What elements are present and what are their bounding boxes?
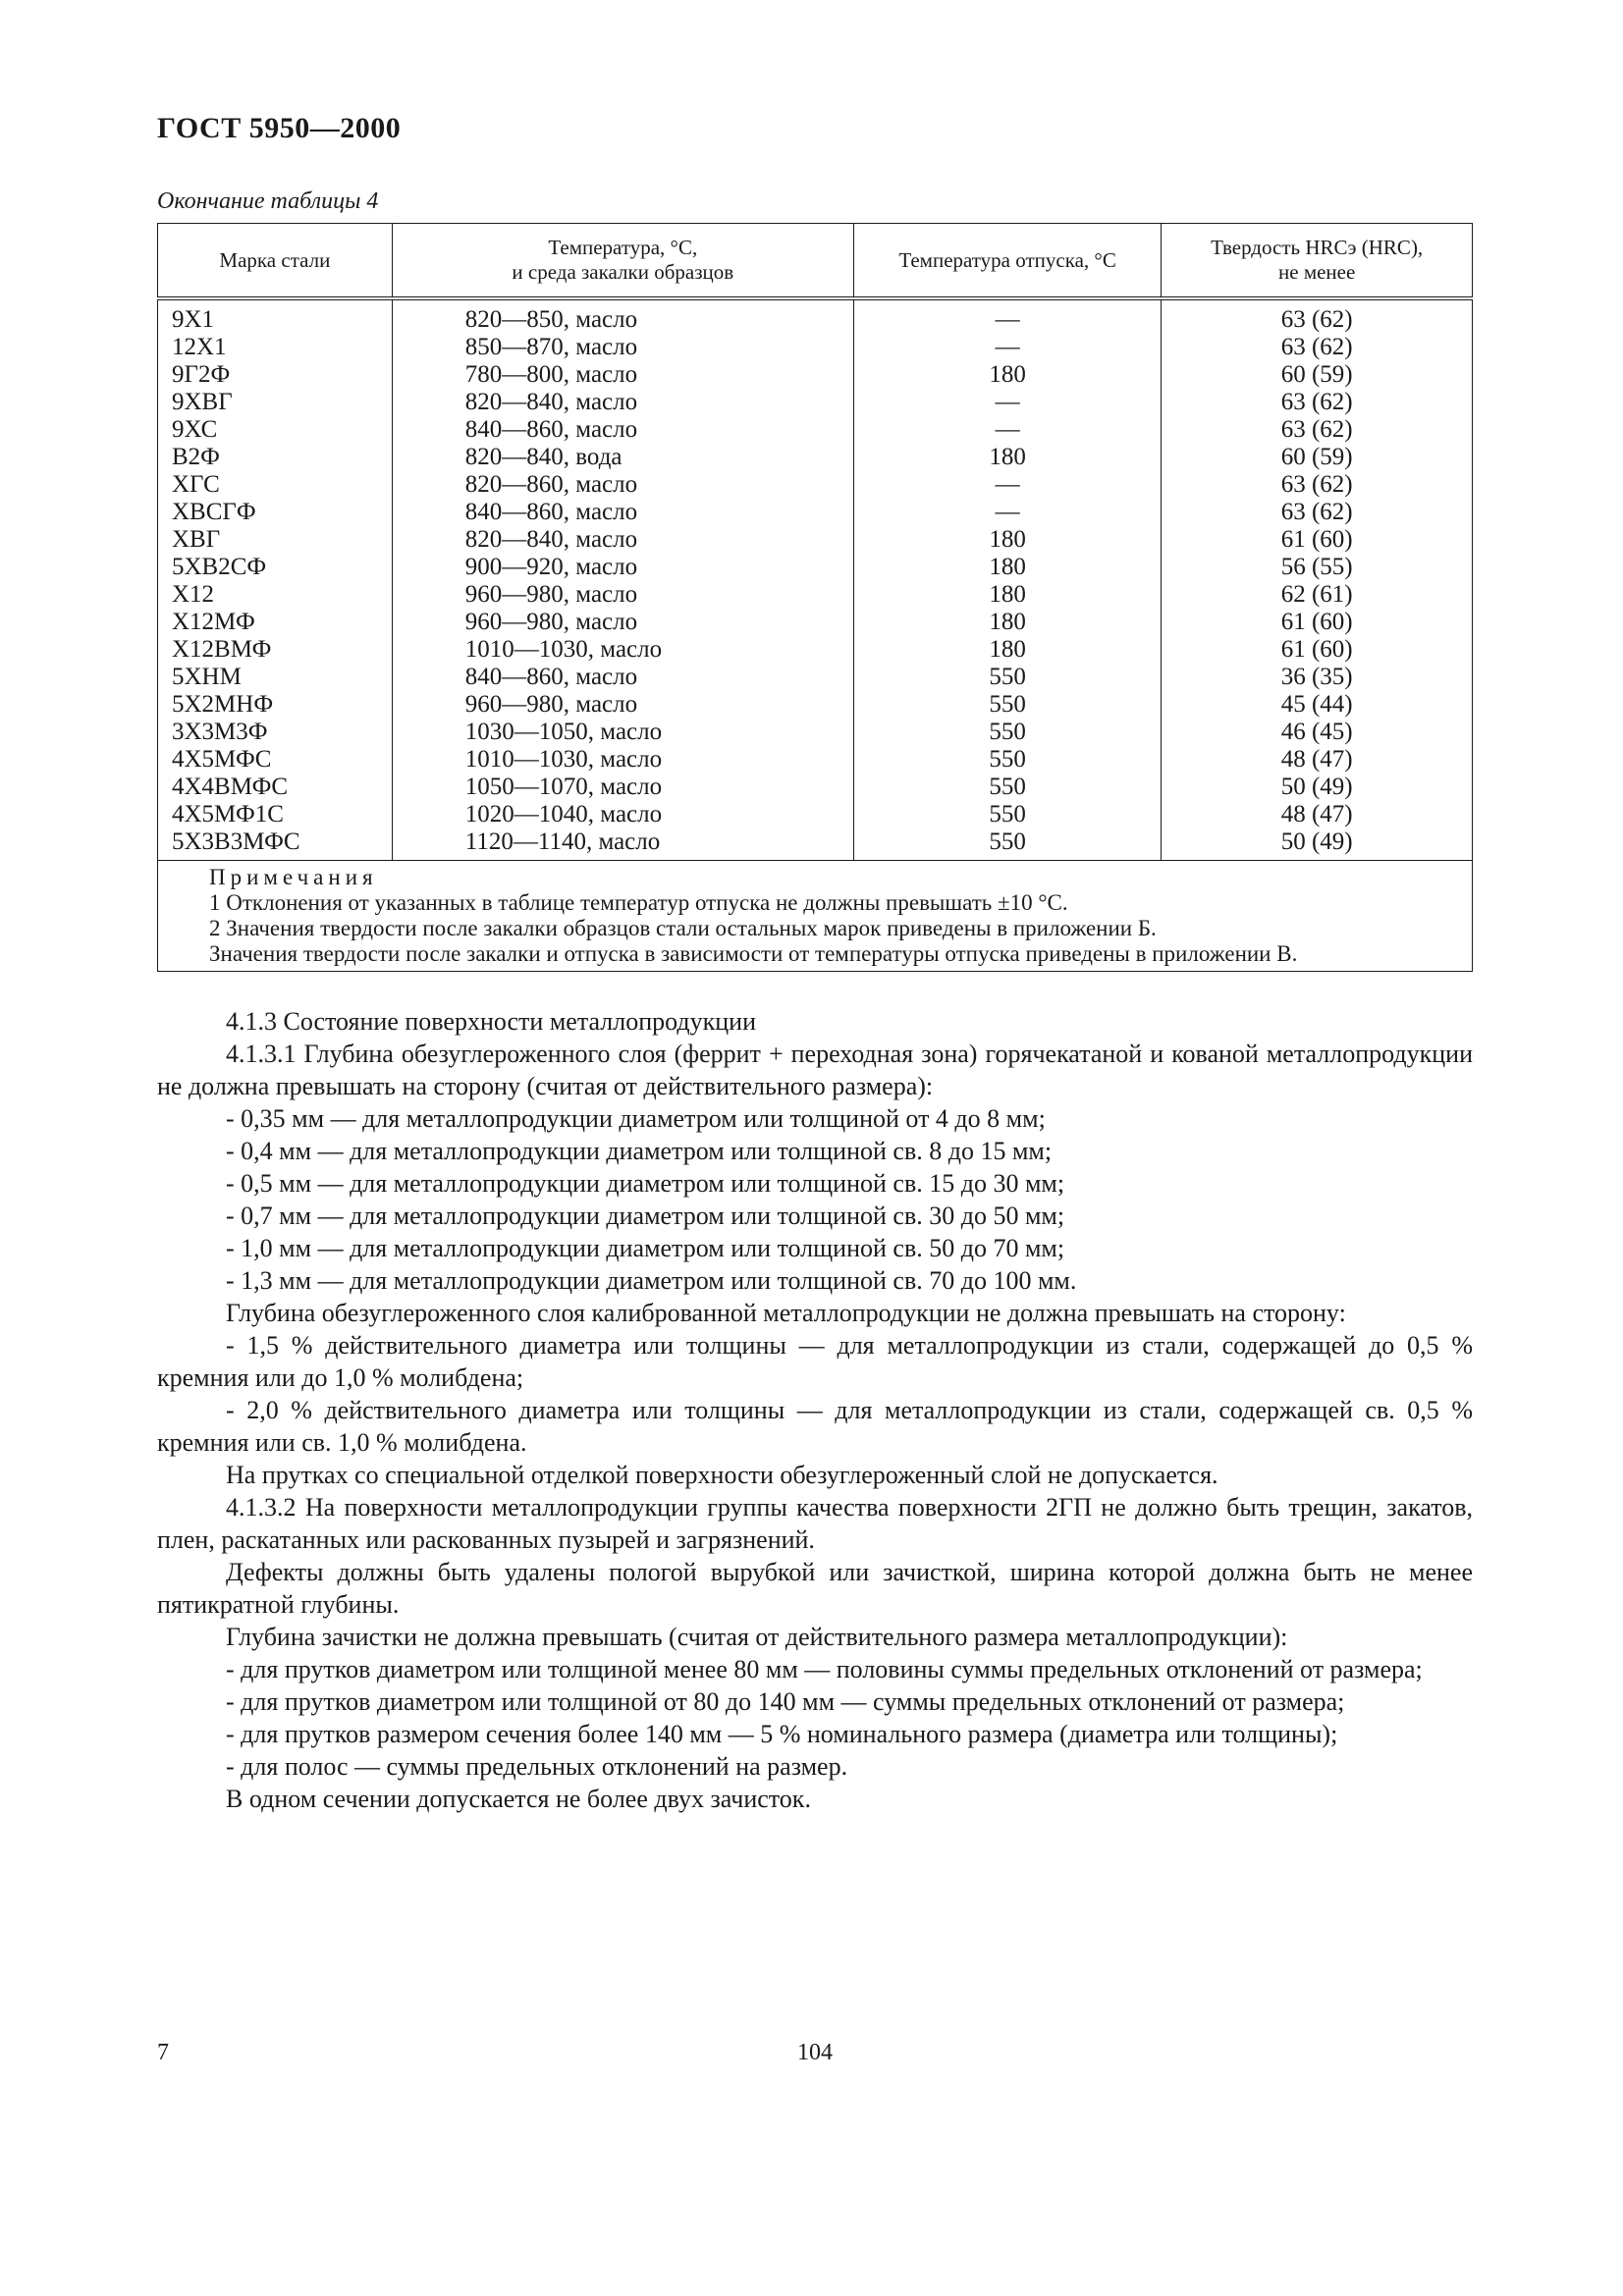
list-item: - 0,7 мм — для металлопродукции диаметром или толщиной св. 30 до 50 мм; [226, 1201, 1065, 1230]
paragraph: На прутках со специальной отделкой поверхности обезуглероженный слой не допускается. [226, 1461, 1218, 1489]
steel-grade-cell: 9Г2Ф [172, 361, 231, 388]
paragraph: 4.1.3.2 На поверхности металлопродукции группы качества поверхности 2ГП не должно быть трещин, закатов, плен, раскатанных или раскованных пузырей и загрязнений. [157, 1493, 1473, 1554]
quench-temperature-cell: 960—980, масло [464, 691, 638, 718]
tempering-temperature-cell: — [995, 334, 1020, 360]
table-caption: Окончание таблицы 4 [157, 188, 379, 214]
tempering-temperature-cell: 550 [989, 664, 1026, 690]
hardness-cell: 60 (59) [1280, 444, 1353, 470]
tempering-temperature-cell: 180 [989, 444, 1026, 470]
tempering-temperature-cell: — [995, 499, 1020, 525]
hardness-cell: 46 (45) [1280, 719, 1353, 745]
tempering-temperature-cell: 180 [989, 554, 1026, 580]
tempering-temperature-cell: 180 [989, 581, 1026, 608]
tempering-temperature-cell: 550 [989, 801, 1026, 828]
tempering-temperature-cell: — [995, 416, 1020, 443]
steel-grade-cell: Х12МФ [172, 609, 255, 635]
hardness-cell: 63 (62) [1280, 471, 1353, 498]
hardness-column [1162, 298, 1473, 861]
steel-grade-cell: 4Х5МФС [172, 746, 272, 773]
steel-grade-cell: В2Ф [172, 444, 220, 470]
steel-hardness-table [157, 223, 1473, 972]
quench-temperature-cell: 840—860, масло [464, 499, 638, 525]
table-notes-row [158, 861, 1473, 972]
paragraph: Глубина зачистки не должна превышать (считая от действительного размера металлопродукции): [226, 1623, 1288, 1651]
quench-temperature-cell: 850—870, масло [464, 334, 638, 360]
tempering-temperature-cell: 180 [989, 636, 1026, 663]
tempering-temperature-cell: 180 [989, 609, 1026, 635]
list-item: - для прутков диаметром или толщиной от 80 до 140 мм — суммы предельных отклонений от размера; [226, 1687, 1345, 1716]
hardness-cell: 50 (49) [1280, 774, 1353, 800]
list-item: - для прутков размером сечения более 140 мм — 5 % номинального размера (диаметра или толщины); [226, 1720, 1338, 1748]
notes-title: Примечания [209, 865, 378, 889]
list-item: - 0,35 мм — для металлопродукции диаметром или толщиной от 4 до 8 мм; [226, 1104, 1046, 1133]
list-item: - 1,0 мм — для металлопродукции диаметром или толщиной св. 50 до 70 мм; [226, 1234, 1065, 1262]
steel-grade-cell: 4Х5МФ1С [172, 801, 284, 828]
paragraph: Глубина обезуглероженного слоя калиброванной металлопродукции не должна превышать на сторону: [226, 1299, 1346, 1327]
quench-temperature-cell: 820—840, вода [464, 444, 622, 470]
tempering-temperature-cell: 550 [989, 828, 1026, 855]
tempering-temperature-cell: — [995, 389, 1020, 415]
list-item: - для полос — суммы предельных отклонений на размер. [226, 1752, 848, 1781]
steel-grade-cell: 9ХС [172, 416, 218, 443]
tempering-temperature-cell: 180 [989, 526, 1026, 553]
steel-grade-cell: 3Х3М3Ф [172, 719, 268, 745]
hardness-cell: 63 (62) [1280, 389, 1353, 415]
grade-column [158, 298, 393, 861]
document-page [157, 98, 1473, 1815]
hardness-cell: 60 (59) [1280, 361, 1353, 388]
steel-grade-cell: ХВСГФ [172, 499, 256, 525]
quench-temperature-column [392, 298, 853, 861]
paragraph: Дефекты должны быть удалены пологой вырубкой или зачисткой, ширина которой должна быть не менее пятикратной глубины. [157, 1558, 1473, 1619]
tempering-temperature-cell: 550 [989, 774, 1026, 800]
note-3: Значения твердости после закалки и отпуска в зависимости от температуры отпуска приведены в приложении В. [209, 941, 1298, 966]
body-text [157, 1005, 1473, 1815]
column-header-tempering-temperature [853, 224, 1162, 299]
quench-temperature-cell: 780—800, масло [464, 361, 638, 388]
hardness-cell: 50 (49) [1280, 828, 1353, 855]
quench-temperature-cell: 820—840, масло [464, 389, 638, 415]
hardness-cell: 61 (60) [1280, 609, 1353, 635]
hardness-cell: 56 (55) [1280, 554, 1353, 580]
list-item: - 1,5 % действительного диаметра или толщины — для металлопродукции из стали, содержащей до 0,5 % кремния или до 1,0 % молибдена; [157, 1331, 1473, 1392]
paragraph: 4.1.3.1 Глубина обезуглероженного слоя (феррит + переходная зона) горячекатаной и кованой металлопродукции не должна превышать на сторону (считая от действительного размера): [157, 1040, 1473, 1100]
steel-grade-cell: Х12ВМФ [172, 636, 272, 663]
tempering-temperature-cell: 550 [989, 719, 1026, 745]
quench-temperature-cell: 960—980, масло [464, 609, 638, 635]
quench-temperature-cell: 1050—1070, масло [464, 774, 663, 800]
steel-grade-cell: ХГС [172, 471, 220, 498]
column-header-grade-label: Марка стали [219, 247, 331, 272]
hardness-cell: 36 (35) [1280, 664, 1353, 690]
steel-grade-cell: 12Х1 [172, 334, 227, 360]
steel-grade-cell: 5ХНМ [172, 664, 242, 690]
quench-temperature-cell: 820—860, масло [464, 471, 638, 498]
hardness-cell: 62 (61) [1280, 581, 1353, 608]
steel-grade-cell: 4Х4ВМФС [172, 774, 289, 800]
quench-temperature-cell: 840—860, масло [464, 664, 638, 690]
quench-temperature-cell: 820—850, масло [464, 306, 638, 333]
list-item: - 0,5 мм — для металлопродукции диаметром или толщиной св. 15 до 30 мм; [226, 1169, 1065, 1198]
steel-grade-cell: Х12 [172, 581, 215, 608]
page-number-left: 7 [157, 2040, 169, 2065]
page-number-center: 104 [797, 2040, 833, 2065]
tempering-temperature-cell: — [995, 471, 1020, 498]
table-body-row [158, 298, 1473, 861]
standard-title: ГОСТ 5950—2000 [157, 112, 402, 144]
hardness-cell: 48 (47) [1280, 801, 1353, 828]
hardness-cell: 63 (62) [1280, 499, 1353, 525]
hardness-cell: 63 (62) [1280, 334, 1353, 360]
hardness-cell: 61 (60) [1280, 526, 1353, 553]
column-header-hardness [1162, 224, 1473, 299]
list-item: - для прутков диаметром или толщиной менее 80 мм — половины суммы предельных отклонений от размера; [226, 1655, 1423, 1683]
quench-temperature-cell: 1010—1030, масло [464, 636, 663, 663]
steel-grade-cell: 9Х1 [172, 306, 215, 333]
quench-temperature-cell: 900—920, масло [464, 554, 638, 580]
hardness-cell: 45 (44) [1280, 691, 1353, 718]
quench-temperature-cell: 1120—1140, масло [464, 828, 661, 855]
paragraph: 4.1.3 Состояние поверхности металлопродукции [226, 1007, 756, 1036]
list-item: - 2,0 % действительного диаметра или толщины — для металлопродукции из стали, содержащей св. 0,5 % кремния или св. 1,0 % молибдена. [157, 1396, 1473, 1457]
hardness-cell: 63 (62) [1280, 306, 1353, 333]
column-header-quench-temperature [392, 224, 853, 299]
hardness-cell: 48 (47) [1280, 746, 1353, 773]
table-notes [158, 861, 1473, 972]
quench-temperature-cell: 960—980, масло [464, 581, 638, 608]
steel-grade-cell: 9ХВГ [172, 389, 233, 415]
tempering-temperature-cell: 550 [989, 746, 1026, 773]
steel-grade-cell: 5Х3В3МФС [172, 828, 300, 855]
hardness-cell: 61 (60) [1280, 636, 1353, 663]
column-header-quench-temperature-label: Температура, °С, и среда закалки образцов [512, 236, 734, 284]
column-header-grade [158, 224, 393, 299]
list-item: - 0,4 мм — для металлопродукции диаметром или толщиной св. 8 до 15 мм; [226, 1137, 1053, 1165]
quench-temperature-cell: 1010—1030, масло [464, 746, 663, 773]
tempering-temperature-column [853, 298, 1162, 861]
quench-temperature-cell: 840—860, масло [464, 416, 638, 443]
quench-temperature-cell: 1030—1050, масло [464, 719, 663, 745]
steel-grade-cell: 5ХВ2СФ [172, 554, 267, 580]
column-header-hardness-label: Твердость HRCэ (HRC), не менее [1211, 236, 1424, 284]
tempering-temperature-cell: 550 [989, 691, 1026, 718]
note-1: 1 Отклонения от указанных в таблице температур отпуска не должны превышать ±10 °С. [209, 890, 1068, 915]
table-header-row [158, 224, 1473, 299]
quench-temperature-cell: 820—840, масло [464, 526, 638, 553]
note-2: 2 Значения твердости после закалки образцов стали остальных марок приведены в приложении Б. [209, 916, 1157, 940]
column-header-tempering-temperature-label: Температура отпуска, °С [898, 247, 1116, 272]
paragraph: В одном сечении допускается не более двух зачисток. [226, 1785, 811, 1813]
steel-grade-cell: ХВГ [172, 526, 221, 553]
hardness-cell: 63 (62) [1280, 416, 1353, 443]
list-item: - 1,3 мм — для металлопродукции диаметром или толщиной св. 70 до 100 мм. [226, 1266, 1077, 1295]
steel-grade-cell: 5Х2МНФ [172, 691, 274, 718]
tempering-temperature-cell: 180 [989, 361, 1026, 388]
quench-temperature-cell: 1020—1040, масло [464, 801, 663, 828]
tempering-temperature-cell: — [995, 306, 1020, 333]
